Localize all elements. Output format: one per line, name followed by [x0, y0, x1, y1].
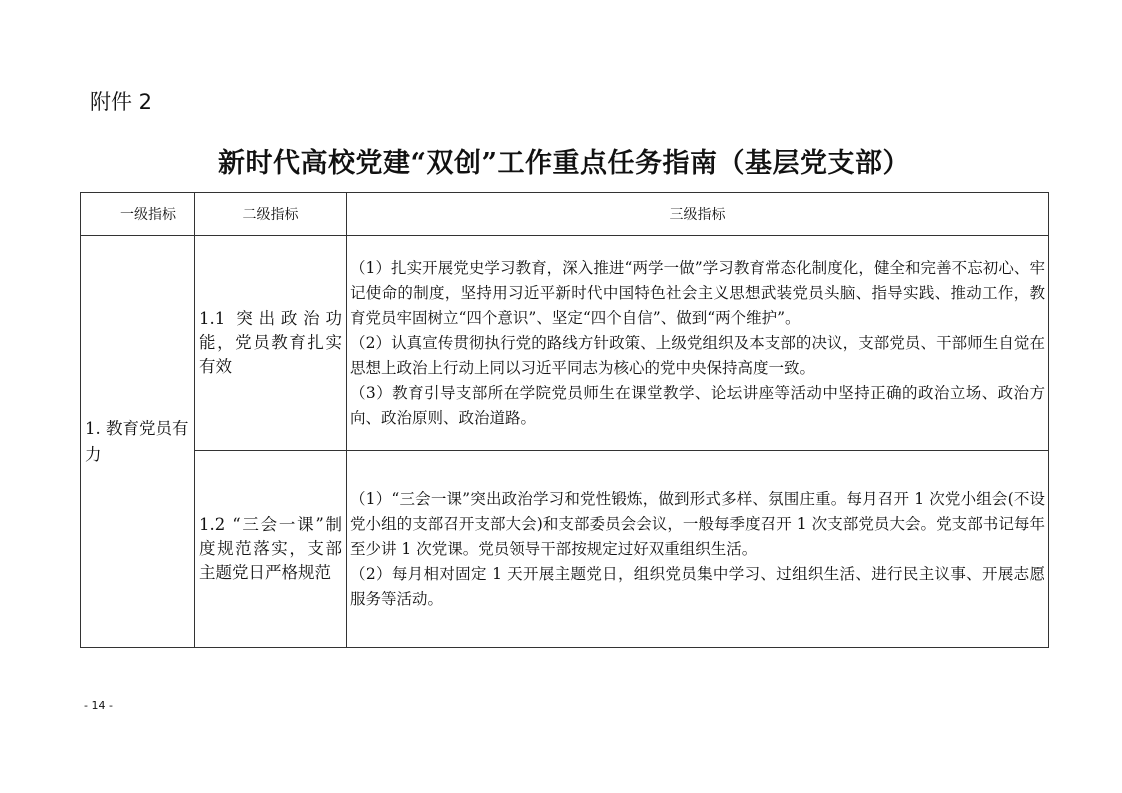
header-level1: 一级指标 [81, 193, 195, 236]
table-row [81, 236, 1049, 451]
table-row [81, 451, 1049, 648]
task-item: （1）“三会一课”突出政治学习和党性锻炼，做到形式多样、氛围庄重。每月召开 1 次党小组会(不设党小组的支部召开支部大会)和支部委员会会议，一般每季度召开 1 次支部党员大会。党支部书记每年至少讲 1 次党课。党员领导干部按规定过好双重组织生活。 [350, 489, 1045, 558]
header-level2: 二级指标 [195, 193, 347, 236]
page-number: - 14 - [84, 699, 113, 712]
header-level3: 三级指标 [347, 193, 1049, 236]
level2-cell: 1.2 “三会一课”制度规范落实，支部主题党日严格规范 [195, 451, 347, 648]
document-title: 新时代高校党建“双创”工作重点任务指南（基层党支部） [217, 148, 911, 179]
level1-cell: 1. 教育党员有力 [81, 236, 195, 648]
attachment-label: 附件 2 [90, 90, 153, 114]
task-item: （1）扎实开展党史学习教育，深入推进“两学一做”学习教育常态化制度化，健全和完善不忘初心、牢记使命的制度，坚持用习近平新时代中国特色社会主义思想武装党员头脑、指导实践、推动工作，教育党员牢固树立“四个意识”、坚定“四个自信”、做到“两个维护”。 [350, 258, 1045, 327]
level3-cell [347, 236, 1049, 451]
task-item: （2）每月相对固定 1 天开展主题党日，组织党员集中学习、过组织生活、进行民主议事、开展志愿服务等活动。 [350, 564, 1045, 608]
level3-cell [347, 451, 1049, 648]
table-header-row [81, 193, 1049, 236]
task-guide-table [80, 192, 1049, 648]
task-item: （2）认真宣传贯彻执行党的路线方针政策、上级党组织及本支部的决议，支部党员、干部师生自觉在思想上政治上行动上同以习近平同志为核心的党中央保持高度一致。 [350, 333, 1045, 377]
level2-cell: 1.1 突出政治功能，党员教育扎实有效 [195, 236, 347, 451]
task-item: （3）教育引导支部所在学院党员师生在课堂教学、论坛讲座等活动中坚持正确的政治立场、政治方向、政治原则、政治道路。 [350, 383, 1045, 427]
